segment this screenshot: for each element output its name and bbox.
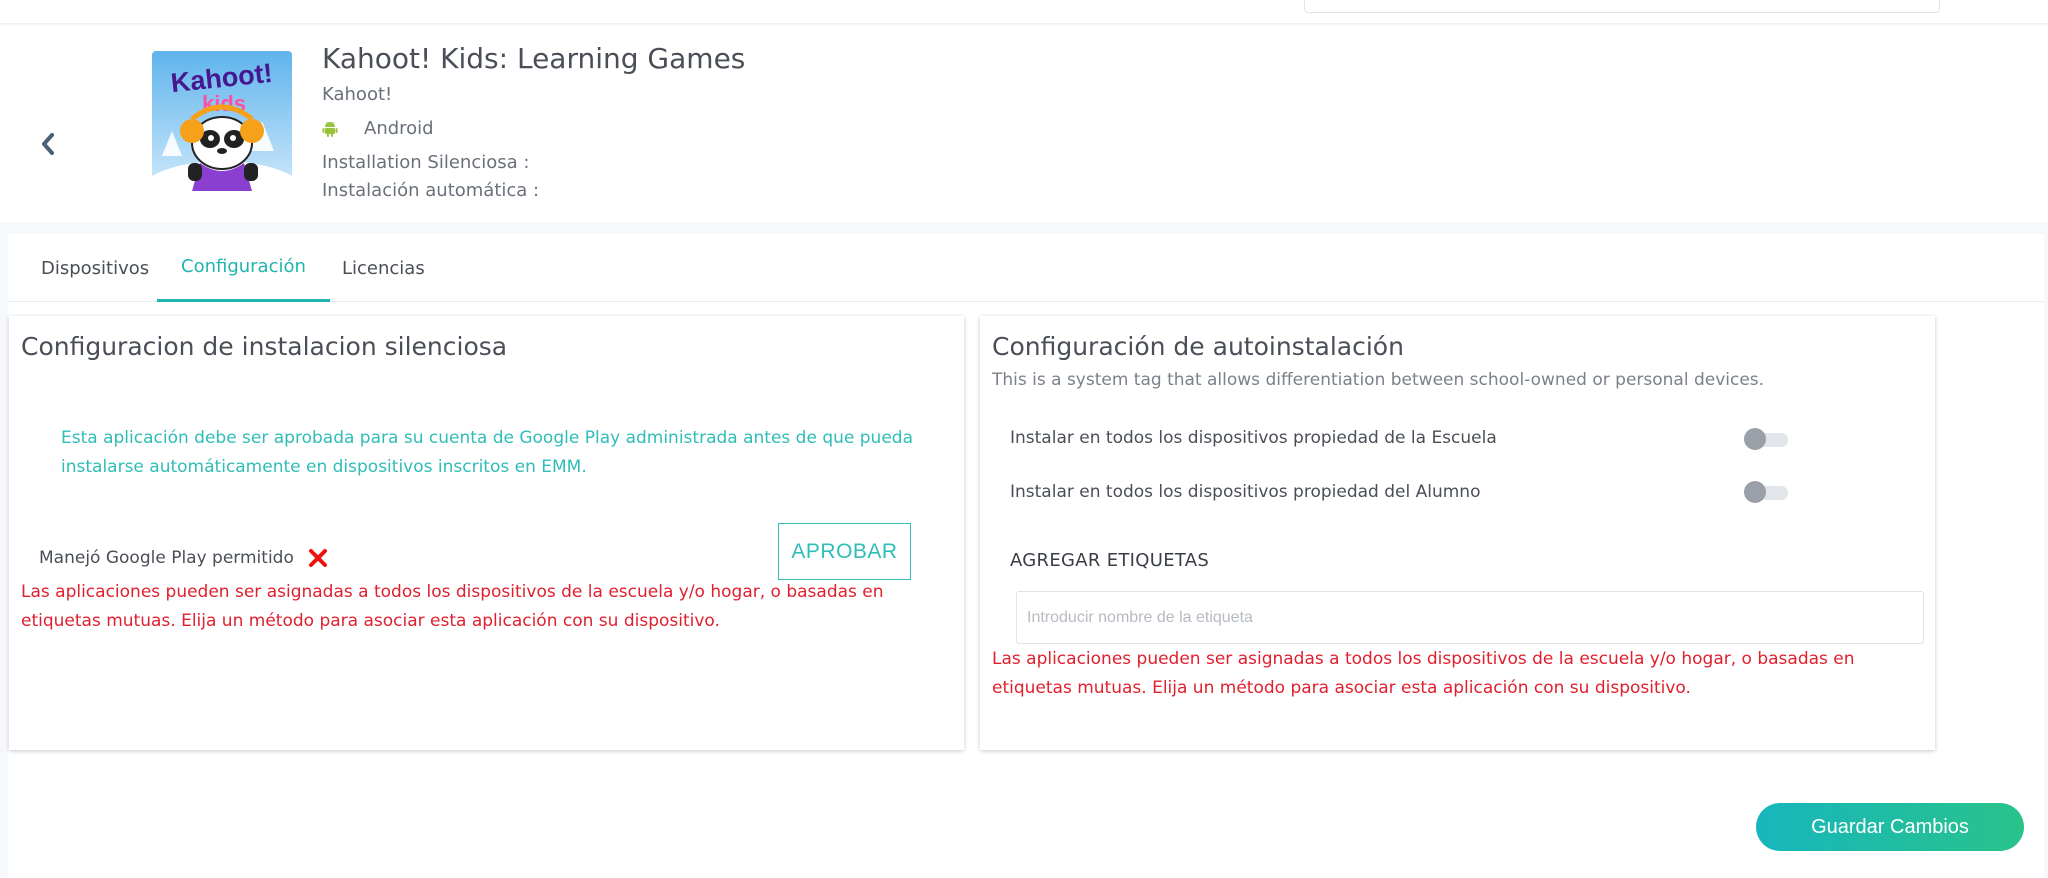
- auto-install-warning: Las aplicaciones pueden ser asignadas a todos los dispositivos de la escuela y/o hogar, o basadas en etiquetas mutuas. Elija un método para asociar esta aplicación con su dispositivo.: [992, 649, 1855, 698]
- silent-install-warning: Las aplicaciones pueden ser asignadas a todos los dispositivos de la escuela y/o hogar, o basadas en etiquetas mutuas. Elija un método para asociar esta aplicación con su dispositivo.: [21, 582, 884, 631]
- app-icon-title-text: Kahoot!: [169, 57, 274, 99]
- android-icon: [322, 121, 338, 137]
- app-title: Kahoot! Kids: Learning Games: [322, 42, 746, 75]
- app-header: [0, 26, 2048, 222]
- auto-install-label: Instalación automática :: [322, 180, 540, 201]
- silent-install-title: Configuracion de instalacion silenciosa: [21, 332, 508, 361]
- student-devices-label: Instalar en todos los dispositivos propiedad del Alumno: [1010, 482, 1481, 502]
- approve-button[interactable]: APROBAR: [778, 523, 911, 580]
- student-devices-row: [1010, 482, 1790, 502]
- tab-configuracion[interactable]: Configuración: [157, 234, 330, 302]
- back-button[interactable]: [34, 126, 62, 162]
- school-devices-toggle[interactable]: [1744, 428, 1790, 450]
- configuration-panel: [8, 234, 2044, 878]
- tab-licencias[interactable]: Licencias: [342, 257, 425, 279]
- student-devices-toggle[interactable]: [1744, 481, 1790, 503]
- app-icon: [152, 51, 292, 191]
- add-tags-label: AGREGAR ETIQUETAS: [1010, 550, 1210, 571]
- silent-install-label: Installation Silenciosa :: [322, 152, 530, 173]
- silent-install-card: [9, 316, 964, 750]
- approval-info-text: Esta aplicación debe ser aprobada para su cuenta de Google Play administrada antes de que pueda instalarse automáticamente en dispositivos inscritos en EMM.: [61, 428, 913, 477]
- auto-install-title: Configuración de autoinstalación: [992, 332, 1404, 361]
- school-devices-row: [1010, 428, 1790, 448]
- save-changes-button[interactable]: Guardar Cambios: [1756, 803, 2024, 851]
- tag-name-input[interactable]: [1016, 591, 1924, 644]
- app-developer: Kahoot!: [322, 84, 393, 105]
- google-play-label: Manejó Google Play permitido: [39, 548, 294, 568]
- google-play-status: [39, 548, 328, 568]
- chevron-left-icon: [40, 132, 56, 156]
- top-bar: [0, 0, 2048, 24]
- x-mark-icon: [308, 548, 328, 568]
- app-icon-subtitle-text: kids: [201, 91, 247, 116]
- tab-bar: [8, 234, 2044, 302]
- tab-dispositivos[interactable]: Dispositivos: [41, 257, 150, 279]
- platform-label: Android: [364, 118, 434, 139]
- app-platform: [322, 118, 434, 139]
- school-devices-label: Instalar en todos los dispositivos propiedad de la Escuela: [1010, 428, 1497, 448]
- auto-install-card: [980, 316, 1935, 750]
- global-search-field[interactable]: [1304, 0, 1940, 13]
- auto-install-subtitle: This is a system tag that allows differentiation between school-owned or personal devices.: [992, 370, 1765, 390]
